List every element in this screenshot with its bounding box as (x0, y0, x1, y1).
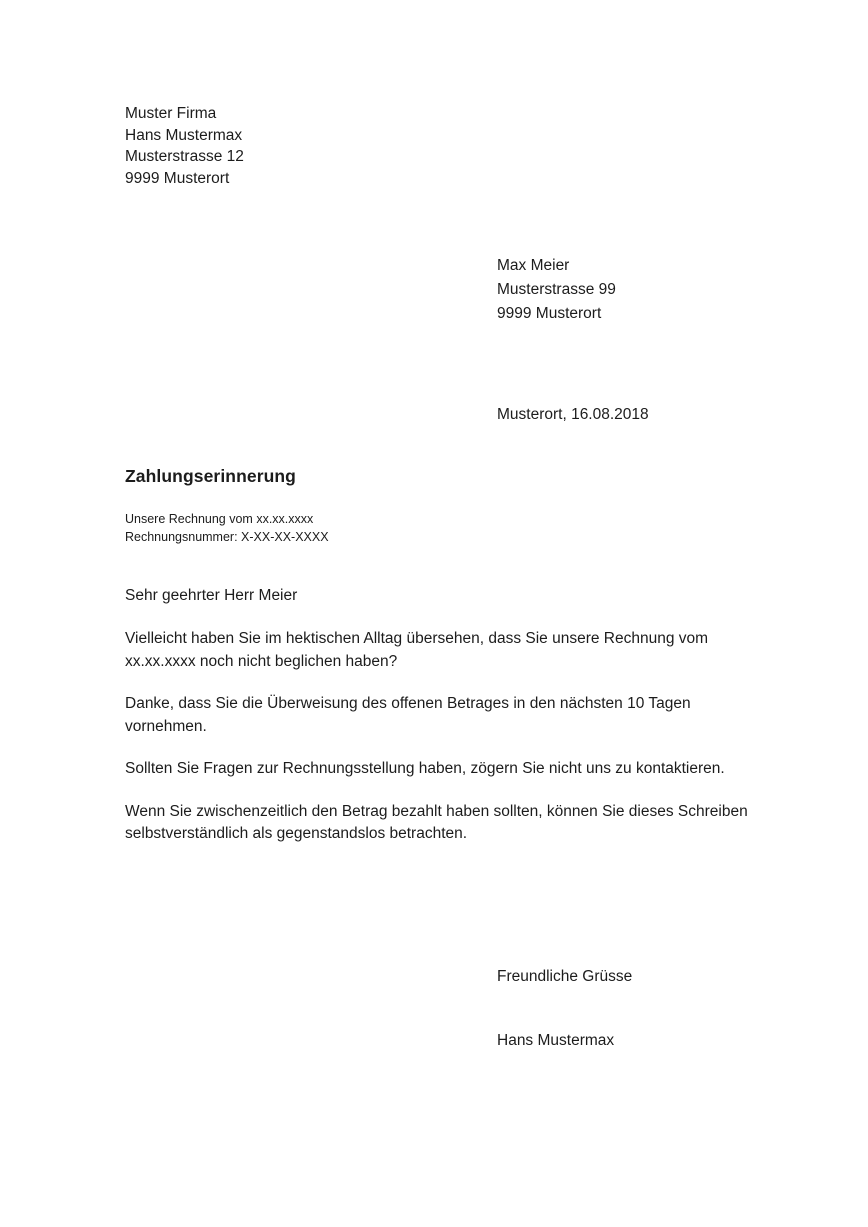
reference-invoice-number: Rechnungsnummer: X-XX-XX-XXXX (125, 529, 329, 544)
recipient-name: Max Meier (497, 257, 570, 274)
closing-signature: Hans Mustermax (497, 1032, 615, 1049)
salutation: Sehr geehrter Herr Meier (125, 587, 298, 604)
reference-invoice-date: Unsere Rechnung vom xx.xx.xxxx (125, 512, 314, 526)
body-paragraph-3: Sollten Sie Fragen zur Rechnungsstellung haben, zögern Sie nicht uns zu kontaktieren. (125, 760, 725, 777)
reference-block (125, 511, 329, 546)
sender-street: Musterstrasse 12 (125, 148, 244, 165)
body-paragraph-2: Danke, dass Sie die Überweisung des offenen Betrages in den nächsten 10 Tagen vornehmen. (125, 695, 691, 735)
recipient-address-block (497, 254, 616, 326)
recipient-street: Musterstrasse 99 (497, 281, 616, 298)
closing-greeting: Freundliche Grüsse (497, 968, 633, 985)
letter-body (125, 628, 770, 866)
body-paragraph-1: Vielleicht haben Sie im hektischen Alltag übersehen, dass Sie unsere Rechnung vom xx.xx.xxxx noch nicht beglichen haben? (125, 630, 709, 670)
date-line: Musterort, 16.08.2018 (497, 406, 649, 423)
sender-city: 9999 Musterort (125, 169, 230, 187)
recipient-city: 9999 Musterort (497, 305, 602, 322)
sender-address-block (125, 103, 244, 189)
sender-name: Hans Mustermax (125, 126, 243, 144)
sender-company: Muster Firma (125, 105, 217, 122)
subject-heading: Zahlungserinnerung (125, 466, 296, 486)
body-paragraph-4: Wenn Sie zwischenzeitlich den Betrag bezahlt haben sollten, können Sie dieses Schreiben selbstverständlich als gegenstandslos betrachten. (125, 802, 748, 842)
